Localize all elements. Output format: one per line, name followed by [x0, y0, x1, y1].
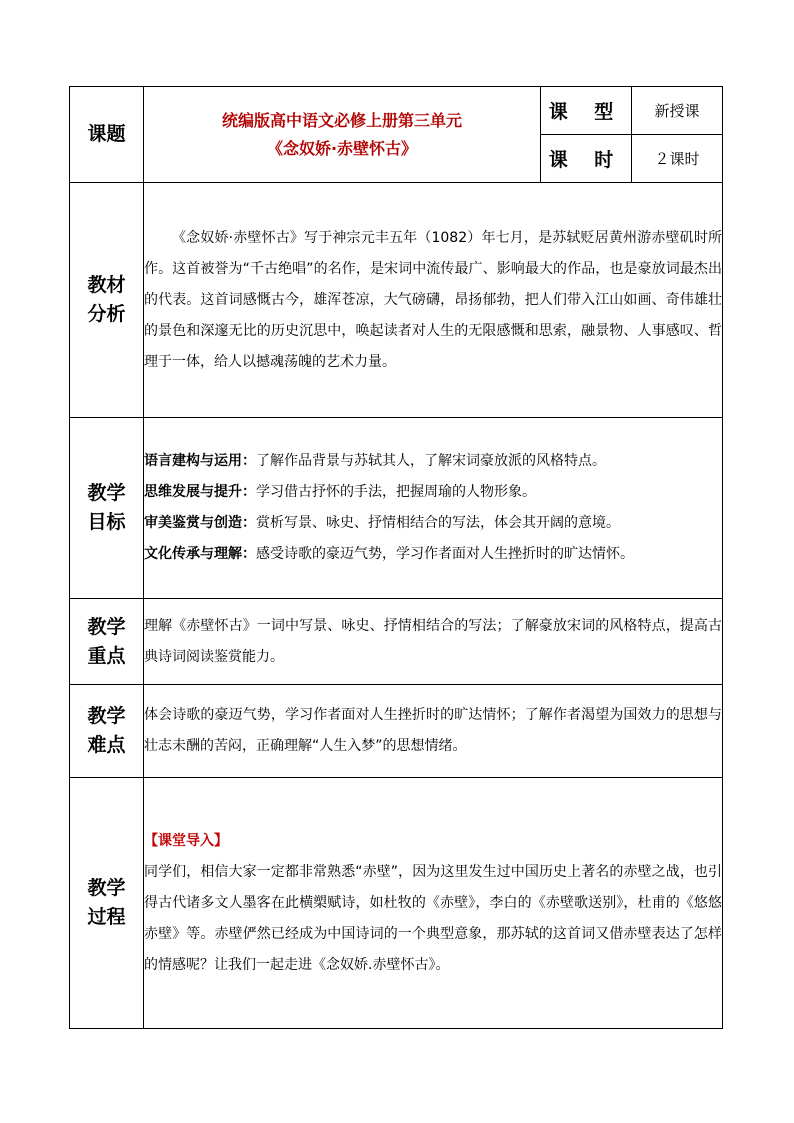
analysis-label: 教材 分析 — [70, 183, 144, 418]
title-line-2: 《念奴娇·赤壁怀古》 — [266, 138, 418, 158]
key-points-content — [144, 599, 723, 685]
goal-item: 审美鉴赏与创造：赏析写景、咏史、抒情相结合的写法，体会其开阔的意境。 — [144, 515, 620, 531]
class-hours-label: 课 时 — [541, 135, 632, 183]
analysis-text: 《念奴娇·赤壁怀古》写于神宗元丰五年（1082）年七月，是苏轼贬居黄州游赤壁矶时所作。这首被誉为“千古绝唱”的名作，是宋词中流传最广、影响最大的作品，也是豪放词最杰出的代表。这首词感慨古今，雄浑苍凉，大气磅礴，昂扬郁勃，把人们带入江山如画、奇伟雄壮的景色和深邃无比的历史沉思中，唤起读者对人生的无限感慨和思索，融景物、人事感叹、哲理于一体，给人以撼魂荡魄的艺术力量。 — [144, 229, 722, 370]
lesson-title — [144, 87, 541, 183]
difficulties-text: 体会诗歌的豪迈气势，学习作者面对人生挫折时的旷达情怀；了解作者渴望为国效力的思想与壮志未酬的苦闷，正确理解“人生入梦”的思想情绪。 — [144, 707, 722, 754]
goals-label: 教学 目标 — [70, 418, 144, 599]
process-content — [144, 778, 723, 1029]
lesson-type-value: 新授课 — [632, 87, 723, 135]
lesson-plan-table — [69, 86, 723, 1029]
goal-item: 语言建构与运用：了解作品背景与苏轼其人，了解宋词豪放派的风格特点。 — [144, 453, 606, 469]
goal-item: 思维发展与提升：学习借古抒怀的手法，把握周瑜的人物形象。 — [144, 484, 536, 500]
process-section-title: 【课堂导入】 — [144, 832, 228, 849]
title-line-1: 统编版高中语文必修上册第三单元 — [221, 110, 462, 130]
key-points-label: 教学 重点 — [70, 599, 144, 685]
goals-content — [144, 418, 723, 599]
process-text: 同学们，相信大家一定都非常熟悉“赤壁”，因为这里发生过中国历史上著名的赤壁之战，也引得古代诸多文人墨客在此横槊赋诗，如杜牧的《赤壁》，李白的《赤壁歌送别》，杜甫的《悠悠赤壁》等。赤壁俨然已经成为中国诗词的一个典型意象，那苏轼的这首词又借赤壁表达了怎样的情感呢？让我们一起走进《念奴娇.赤壁怀古》。 — [144, 863, 722, 973]
class-hours-value: ２课时 — [632, 135, 723, 183]
difficulties-content — [144, 685, 723, 778]
key-points-text: 理解《赤壁怀古》一词中写景、咏史、抒情相结合的写法；了解豪放宋词的风格特点，提高古典诗词阅读鉴赏能力。 — [144, 617, 722, 665]
process-label: 教学 过程 — [70, 778, 144, 1029]
difficulties-label: 教学 难点 — [70, 685, 144, 778]
lesson-type-label: 课 型 — [541, 87, 632, 135]
analysis-content — [144, 183, 723, 418]
goal-item: 文化传承与理解：感受诗歌的豪迈气势，学习作者面对人生挫折时的旷达情怀。 — [144, 546, 634, 562]
topic-label: 课题 — [70, 87, 144, 183]
